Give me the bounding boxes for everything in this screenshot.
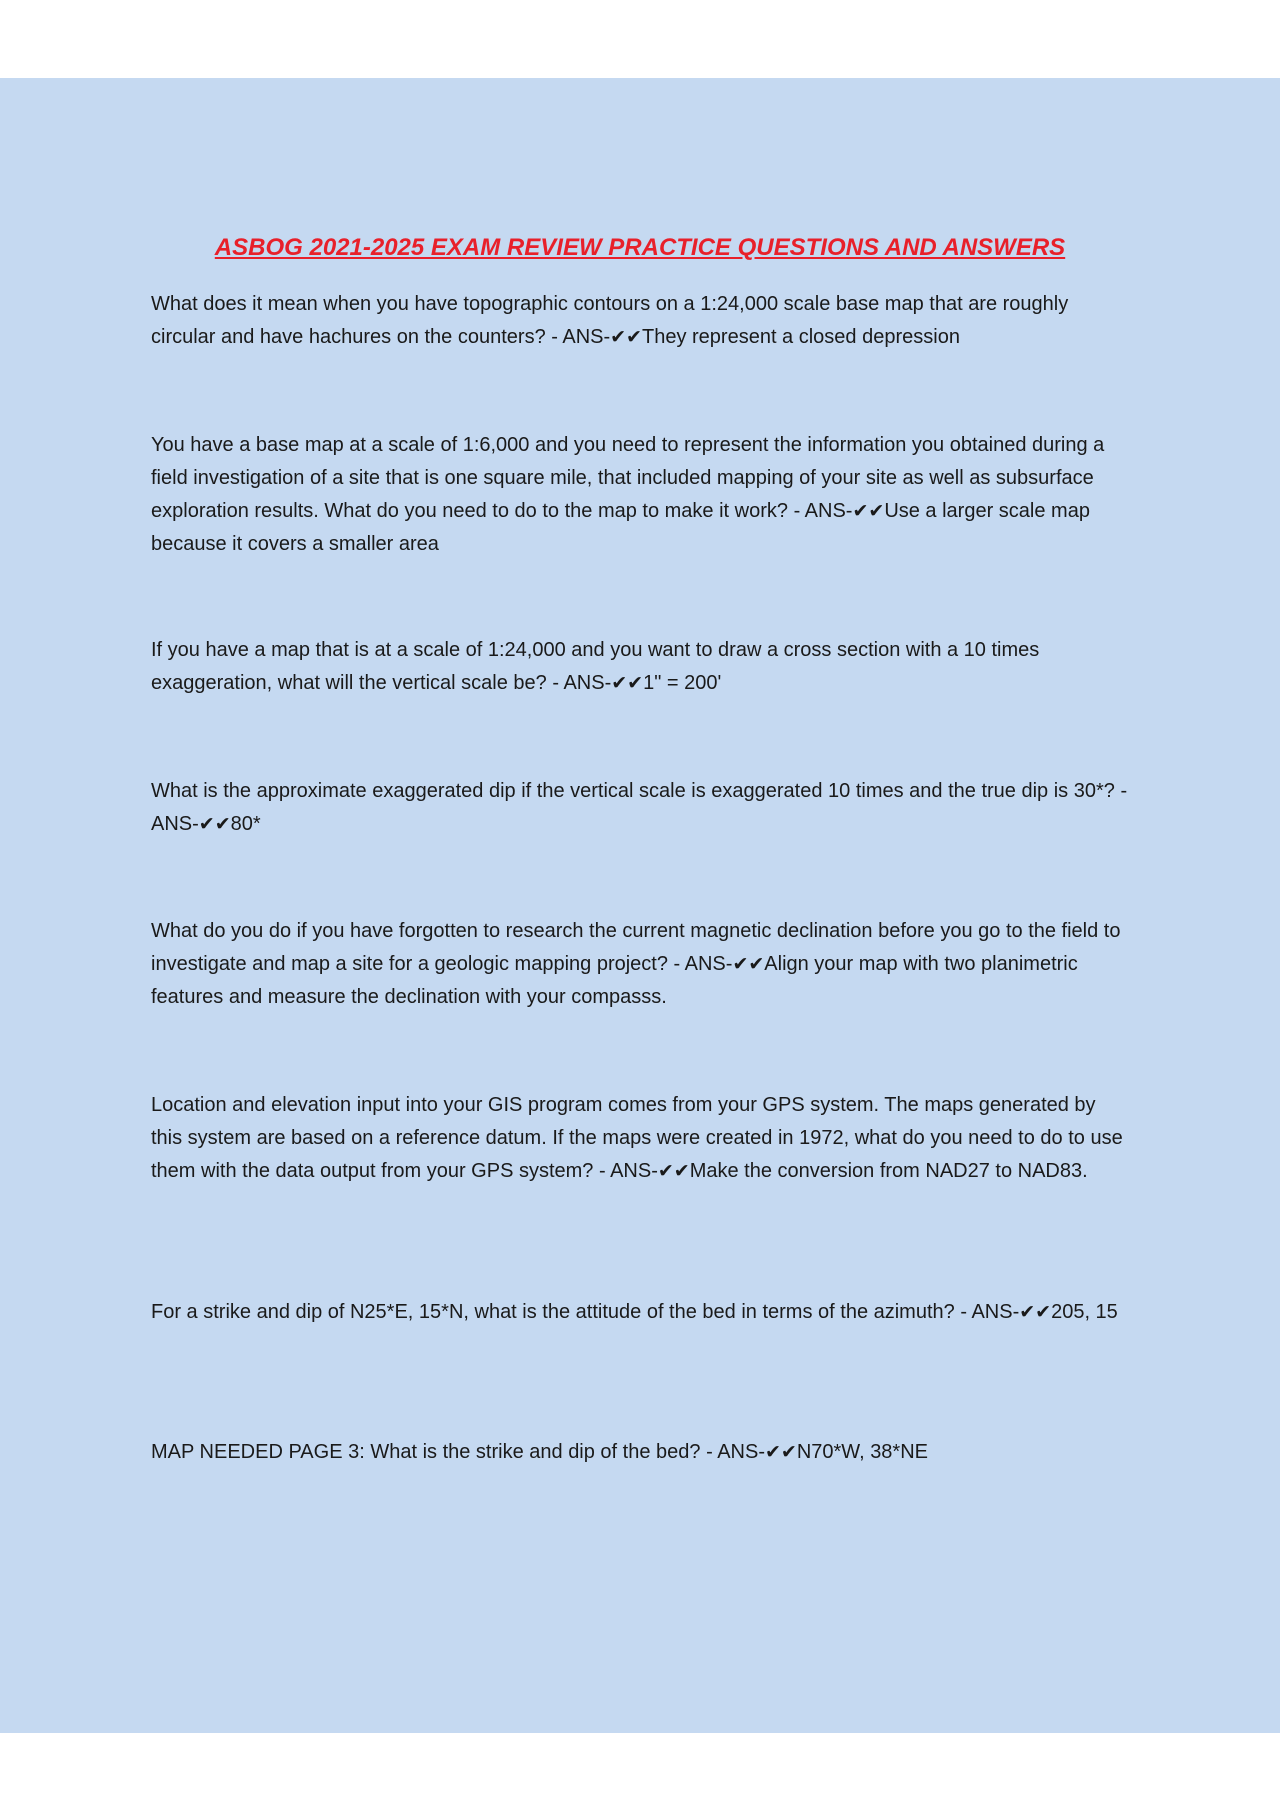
answer-text: Make the conversion from NAD27 to NAD83.: [689, 1160, 1088, 1182]
qa-item-1: [151, 288, 1131, 354]
question-text: Location and elevation input into your GIS program comes from your GPS system. The maps generated by this system are based on a reference datum. If the maps were created in 1972, what do you need to do to use them with the data output from your GPS system? - ANS-: [151, 1094, 1123, 1182]
question-text: What is the approximate exaggerated dip if the vertical scale is exaggerated 10 times and the true dip is 30*? - ANS-: [151, 780, 1128, 835]
qa-item-2: [151, 429, 1131, 561]
document-title: ASBOG 2021-2025 EXAM REVIEW PRACTICE QUESTIONS AND ANSWERS: [214, 234, 1066, 261]
checkmark-icon: ✔✔: [198, 813, 231, 835]
qa-item-8: [151, 1436, 1131, 1469]
question-text: What do you do if you have forgotten to research the current magnetic declination before you go to the field to investigate and map a site for a geologic mapping project? - ANS-: [151, 920, 1121, 975]
question-text: If you have a map that is at a scale of 1:24,000 and you want to draw a cross section with a 10 times exaggeration, what will the vertical scale be? - ANS-: [151, 639, 1040, 694]
answer-text: Align your map with two planimetric features and measure the declination with your compasss.: [151, 953, 1078, 1008]
checkmark-icon: ✔✔: [852, 500, 885, 522]
qa-item-4: [151, 775, 1131, 841]
question-text: You have a base map at a scale of 1:6,000 and you need to represent the information you obtained during a field investigation of a site that is one square mile, that included mapping of your site as well as subsurface exploration results. What do you need to do to the map to make it work? - ANS-: [151, 434, 1105, 522]
checkmark-icon: ✔✔: [732, 953, 765, 975]
answer-text: 1" = 200': [643, 672, 722, 694]
checkmark-icon: ✔✔: [611, 672, 644, 694]
answer-text: 80*: [230, 813, 261, 835]
checkmark-icon: ✔✔: [610, 326, 642, 348]
question-text: MAP NEEDED PAGE 3: What is the strike and dip of the bed? - ANS-: [151, 1441, 765, 1463]
question-text: What does it mean when you have topographic contours on a 1:24,000 scale base map that are roughly circular and have hachures on the counters? - ANS-: [151, 293, 1069, 348]
checkmark-icon: ✔✔: [764, 1441, 797, 1463]
answer-text: N70*W, 38*NE: [796, 1441, 928, 1463]
qa-item-6: [151, 1089, 1131, 1188]
qa-item-7: [151, 1296, 1131, 1329]
qa-item-5: [151, 915, 1131, 1014]
answer-text: They represent a closed depression: [641, 326, 960, 348]
answer-text: Use a larger scale map because it covers a smaller area: [151, 500, 1090, 555]
qa-item-3: [151, 634, 1131, 700]
answer-text: 205, 15: [1051, 1301, 1118, 1323]
checkmark-icon: ✔✔: [657, 1160, 690, 1182]
checkmark-icon: ✔✔: [1019, 1301, 1052, 1323]
question-text: For a strike and dip of N25*E, 15*N, what is the attitude of the bed in terms of the azimuth? - ANS-: [151, 1301, 1020, 1323]
